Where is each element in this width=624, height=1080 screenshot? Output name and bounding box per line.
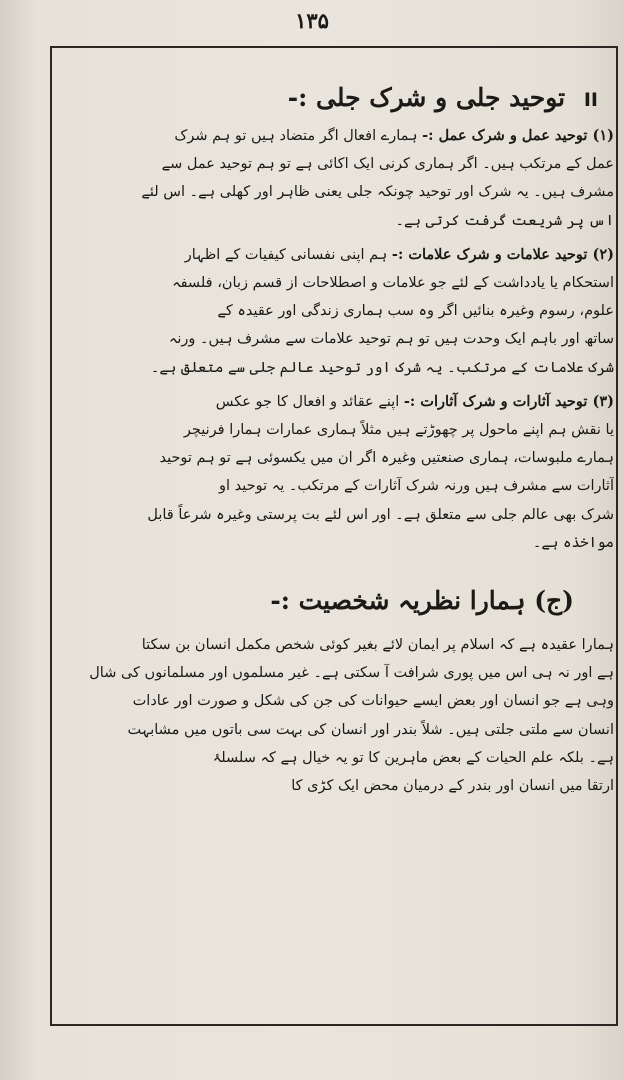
item-2-line-0: ہم اپنی نفسانی کیفیات کے اظہار — [184, 246, 388, 263]
item-1-lead: (۱) توحید عمل و شرک عمل :- — [422, 127, 614, 144]
item-2-line-1: استحکام یا یادداشت کے لئے جو علامات و اصطلاحات از قسم زبان، فلسفہ — [172, 275, 614, 292]
text-line — [56, 388, 614, 416]
closing-line-1: ہے اور نہ ہی اس میں پوری شرافت آ سکتی ہے۔ غیر مسلموں اور مسلمانوں کی شال — [89, 665, 614, 682]
item-2-line-4: شرک علامات کے مرتکب۔ یہ شرک اور توحید عالم جلی سے متعلق ہے۔ — [150, 359, 614, 376]
paragraph-item-2 — [56, 241, 614, 382]
item-3-line-2: ہمارے ملبوسات، ہماری صنعتیں وغیرہ اگر ان میں یکسوئی ہے تو ہم توحید — [159, 450, 614, 467]
item-1-line-3: اس پر شریعت گرفت کرتی ہے۔ — [395, 212, 614, 229]
item-3-line-4: شرک بھی عالم جلی سے متعلق ہے۔ اور اس لئے بت پرستی وغیرہ شرعاً قابل — [147, 506, 614, 523]
text-line — [56, 122, 614, 150]
item-3-line-0: اپنے عقائد و افعال کا جو عکس — [215, 393, 400, 410]
item-1-line-1: عمل کے مرتکب ہیں۔ اگر ہماری کرنی ایک اکائی ہے تو ہم توحید عمل سے — [161, 156, 614, 173]
item-2-line-2: علوم، رسوم وغیرہ بنائیں اگر وہ سب ہماری زندگی اور عقیدہ کے — [217, 303, 614, 320]
paragraph-closing — [56, 631, 614, 800]
closing-line-4: ہے۔ بلکہ علم الحیات کے بعض ماہرین کا تو یہ خیال ہے کہ سلسلۂ — [212, 749, 614, 766]
closing-line-3: انسان سے ملتی جلتی ہیں۔ شلاً بندر اور انسان کی بہت سی باتوں میں مشابہت — [127, 721, 614, 738]
item-3-line-5: مواخذہ ہے۔ — [532, 534, 614, 551]
closing-line-5: ارتقا میں انسان اور بندر کے درمیان محض ایک کڑی کا — [291, 778, 614, 795]
item-3-line-3: آثارات سے مشرف ہیں ورنہ شرک آثارات کے مرتکب۔ یہ توحید او — [219, 478, 614, 495]
item-3-lead: (۳) توحید آثارات و شرک آثارات :- — [403, 392, 614, 410]
closing-line-2: وہی ہے جو انسان اور بعض ایسے حیوانات کی جن کی شکل و صورت اور عادات — [132, 693, 614, 710]
section-title: توحید جلی و شرک جلی :- — [287, 83, 566, 112]
paragraph-item-3 — [56, 388, 614, 557]
item-3-line-1: یا نقش ہم اپنے ماحول پر چھوڑتے ہیں مثلاً ہماری عمارات ہمارا فرنیچر — [183, 422, 614, 439]
page-number: ۱۳۵ — [295, 8, 329, 33]
closing-line-0: ہمارا عقیدہ ہے کہ اسلام پر ایمان لائے بغیر کوئی شخص مکمل انسان بن سکتا — [141, 637, 614, 654]
paragraph-item-1 — [56, 122, 614, 235]
item-1-line-2: مشرف ہیں۔ یہ شرک اور توحید چونکہ جلی یعنی ظاہر اور کھلی ہے۔ اس لئے — [141, 184, 614, 201]
section-heading-c: (ج) ہمارا نظریہ شخصیت :- — [270, 586, 574, 616]
item-1-line-0: ہمارے افعال اگر متضاد ہیں تو ہم شرک — [174, 128, 418, 144]
item-2-line-3: ساتھ اور باہم ایک وحدت ہیں تو ہم توحید علامات سے مشرف ہیں۔ ورنہ — [168, 331, 614, 348]
text-line — [56, 241, 614, 269]
section-number: II — [583, 89, 598, 111]
section-heading-ii — [56, 78, 614, 118]
item-2-lead: (۲) توحید علامات و شرک علامات :- — [391, 245, 614, 263]
page-content — [56, 78, 614, 806]
